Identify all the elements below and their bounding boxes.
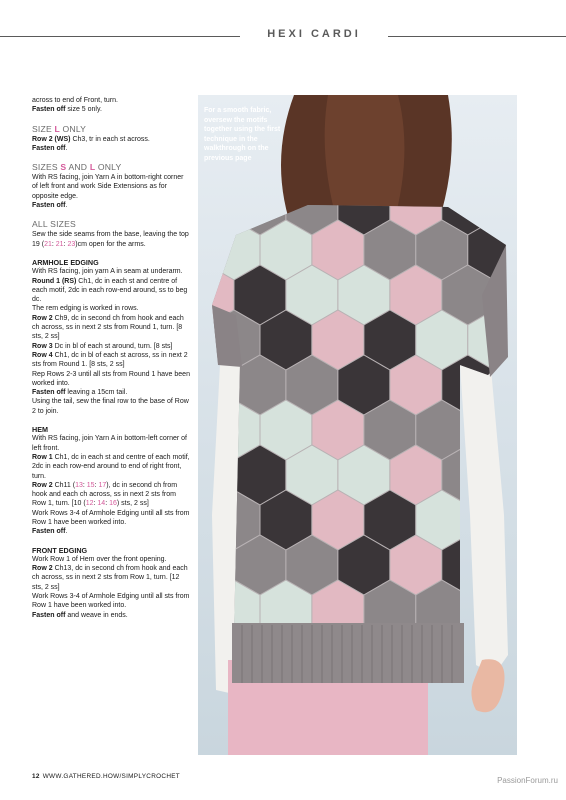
armhole-repeat: Rep Rows 2-3 until all sts from Round 1 have been worked into.	[32, 370, 190, 387]
hem-row2: Row 2 Ch11 (13: 15: 17), dc in second ch from hook and each ch across, ss in next 2 sts from Row 1, turn. [10 (12: 14: 16) sts, 2 ss]	[32, 481, 178, 508]
armhole-fasten: Fasten off leaving a 15cm tail.	[32, 389, 128, 397]
hem-row1: Row 1 Ch1, dc in each st and centre of each motif, 2dc in each row-end around to end of right front, turn.	[32, 453, 190, 480]
hand	[471, 659, 504, 712]
front-edging-work: Work Rows 3-4 of Armhole Edging until all sts from Row 1 have been worked into.	[32, 593, 190, 610]
sizes-s-l-text: With RS facing, join Yarn A in bottom-right corner of left front and work Side Extensions as for opposite edge.	[32, 174, 184, 200]
page-number: 12	[32, 773, 40, 780]
armhole-round1: Round 1 (RS) Ch1, dc in each st and centre of each motif, 2dc in each row-end around, ss to beg dc.	[32, 277, 188, 304]
photo-caption: For a smooth fabric, oversew the motifs together using the first technique in the walkthrough on the previous page	[204, 107, 281, 162]
page-footer	[32, 773, 180, 780]
section-title: HEXI CARDI	[267, 28, 361, 40]
pattern-text-column	[32, 96, 190, 620]
size-l-fasten: Fasten off.	[32, 144, 68, 152]
armhole-row3: Row 3 Dc in bl of each st around, turn. [8 sts]	[32, 342, 173, 350]
front-edging-row1: Work Row 1 of Hem over the front opening.	[32, 555, 167, 563]
armhole-rows-note: The rem edging is worked in rows.	[32, 305, 139, 313]
header-rule-right	[388, 36, 566, 37]
armhole-heading: ARMHOLE EDGING	[32, 257, 99, 267]
cardigan-illustration	[198, 95, 517, 755]
hexagon-motif	[494, 175, 517, 235]
intro-fasten: Fasten off size 5 only.	[32, 106, 102, 114]
model-photo	[198, 95, 517, 755]
armhole-join: With RS facing, join yarn A in seam at underarm.	[32, 268, 183, 276]
front-edging-row2: Row 2 Ch13, dc in second ch from hook and each ch across, ss in next 2 sts from Row 1, turn. [12 sts, 2 ss]	[32, 565, 188, 591]
all-sizes-text: Sew the side seams from the base, leaving the top 19 (21: 21: 23)cm open for the arms.	[32, 231, 189, 248]
right-sleeve	[460, 357, 508, 675]
front-edging-heading: FRONT EDGING	[32, 545, 88, 555]
size-l-row2: Row 2 (WS) Ch3, tr in each st across.	[32, 135, 150, 143]
size-l-heading: SIZE L ONLY	[32, 123, 87, 134]
hem-ribbing	[232, 623, 464, 683]
hem-work: Work Rows 3-4 of Armhole Edging until all sts from Row 1 have been worked into.	[32, 509, 190, 526]
hem-heading: HEM	[32, 425, 48, 435]
all-sizes-heading: ALL SIZES	[32, 219, 76, 230]
sizes-s-l-fasten: Fasten off.	[32, 202, 68, 210]
armhole-row4: Row 4 Ch1, dc in bl of each st across, ss in next 2 sts from Round 1. [8 sts, 2 ss]	[32, 351, 188, 369]
hem-fasten: Fasten off.	[32, 528, 68, 536]
front-edging-fasten: Fasten off and weave in ends.	[32, 611, 128, 619]
armhole-row2: Row 2 Ch9, dc in second ch from hook and each ch across, ss in next 2 sts from Round 1, turn. [8 sts, 2 ss]	[32, 314, 184, 341]
hem-join: With RS facing, join Yarn A in bottom-left corner of left front.	[32, 435, 187, 452]
hexagon-motif	[198, 175, 234, 235]
intro-line: across to end of Front, turn.	[32, 97, 118, 104]
sizes-s-l-heading: SIZES S AND L ONLY	[32, 162, 122, 173]
header-rule-left	[0, 36, 240, 37]
watermark: PassionForum.ru	[497, 776, 558, 785]
footer-url: WWW.GATHERED.HOW/SIMPLYCROCHET	[42, 773, 181, 780]
armhole-tail: Using the tail, sew the final row to the base of Row 2 to join.	[32, 398, 189, 415]
